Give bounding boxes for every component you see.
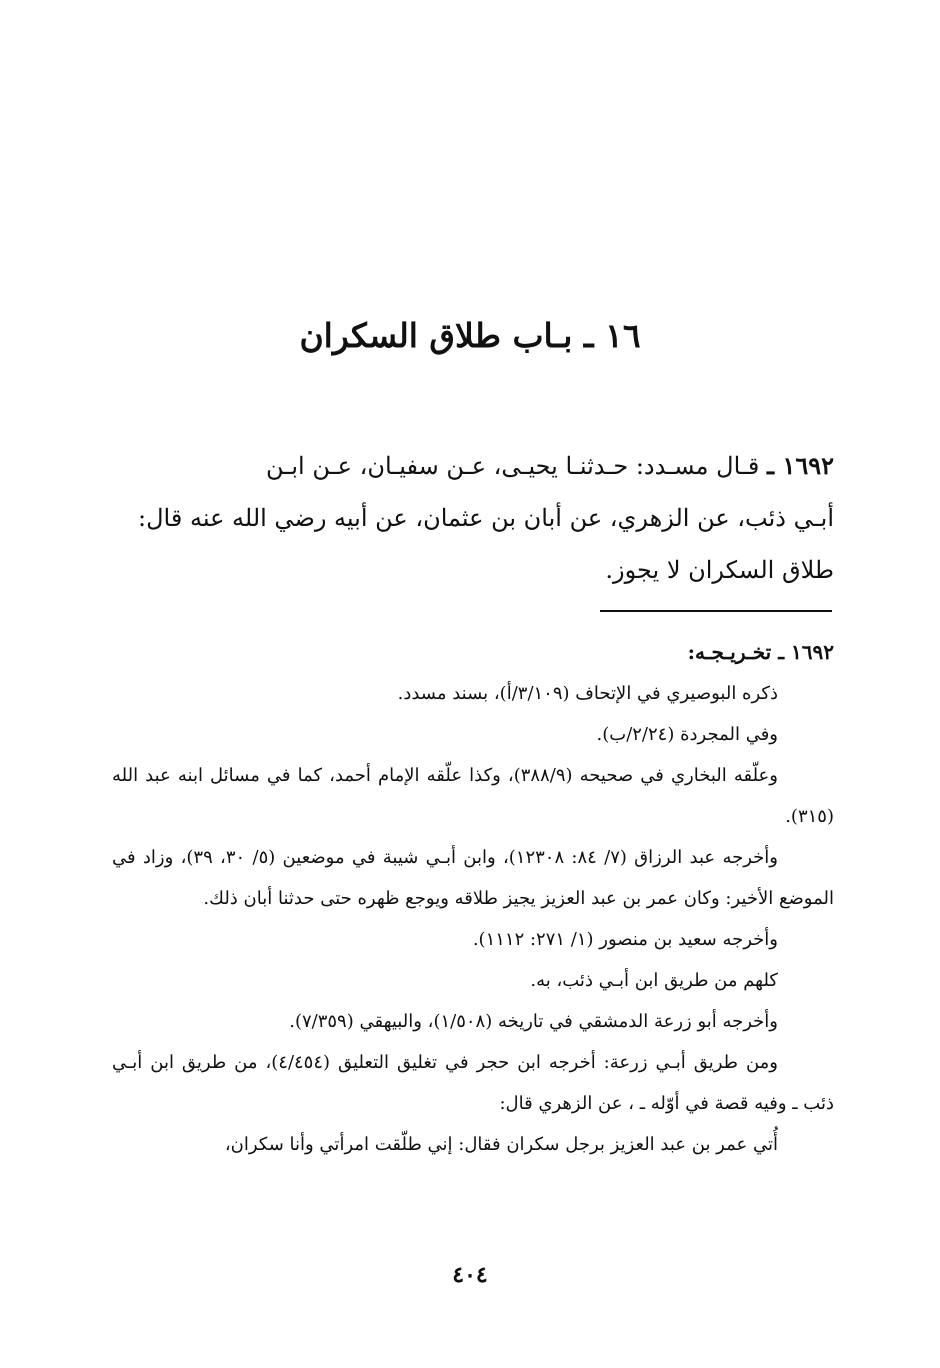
footnote-divider [600, 610, 832, 612]
note-paragraph: أُتي عمر بن عبد العزيز برجل سكران فقال: إني طلّقت امرأتي وأنا سكران، [224, 1134, 778, 1155]
note-paragraph: وفي المجردة (٢/٢٤/ب). [596, 724, 778, 745]
hadith-line-1 [112, 440, 834, 492]
hadith-text [112, 440, 834, 596]
hadith-line-2: أبـي ذئب، عن الزهري، عن أبان بن عثمان، عن أبيه رضي الله عنه قال: [138, 504, 834, 532]
takhrij-notes [112, 632, 834, 1165]
note-paragraph: ذكره البوصيري في الإتحاف (٣/١٠٩/أ)، بسند مسدد. [397, 683, 778, 704]
hadith-line-3: طلاق السكران لا يجوز. [605, 556, 834, 584]
note-paragraph: كلهم من طريق ابن أبـي ذئب، به. [530, 970, 778, 991]
note-paragraph: وعلّقه البخاري في صحيحه (٣٨٨/٩)، وكذا علّقه الإمام أحمد، كما في مسائل ابنه عبد الله (٣١٥). [112, 765, 834, 827]
note-paragraph: ومن طريق أبـي زرعة: أخرجه ابن حجر في تغليق التعليق (٤/٤٥٤)، من طريق ابن أبـي ذئب ـ وفيه قصة في أوّله ـ ، عن الزهري قال: [112, 1052, 834, 1114]
hadith-number: ١٦٩٢ ـ [767, 451, 834, 480]
page-number: ٤٠٤ [452, 1262, 488, 1288]
note-paragraph: وأخرجه سعيد بن منصور (١/ ٢٧١: ١١١٢). [472, 929, 778, 950]
takhrij-heading [112, 632, 834, 673]
note-paragraph: وأخرجه أبو زرعة الدمشقي في تاريخه (١/٥٠٨)، والبيهقي (٧/٣٥٩). [289, 1011, 778, 1032]
note-paragraph: وأخرجه عبد الرزاق (٧/ ٨٤: ١٢٣٠٨)، وابن أبـي شيبة في موضعين (٥/ ٣٠، ٣٩)، وزاد في الموضع الأخير: وكان عمر بن عبد العزيز يجيز طلاقه ويوجع ظهره حتى حدثنا أبان ذلك. [112, 847, 834, 909]
takhrij-heading-label: تخـريـجـه: [687, 640, 772, 664]
takhrij-heading-number: ١٦٩٢ ـ [778, 640, 834, 664]
hadith-line-1-text: قـال مسـدد: حـدثنـا يحيـى، عـن سفيـان، عـن ابـن [266, 452, 760, 480]
chapter-title: ١٦ ـ بـاب طلاق السكران [299, 316, 641, 355]
